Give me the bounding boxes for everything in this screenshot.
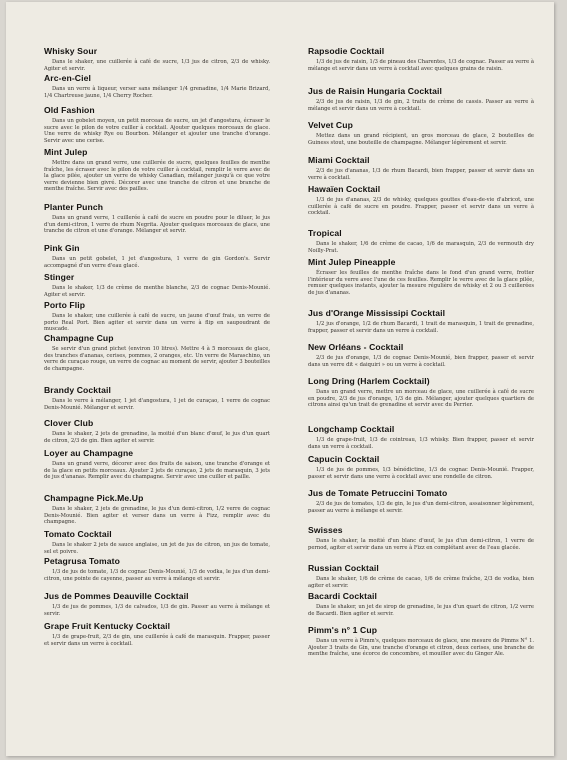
recipe-entry xyxy=(308,488,536,525)
recipe-entry xyxy=(44,46,272,73)
recipe-title: Velvet Cup xyxy=(308,120,353,130)
recipe-instructions: 1/3 de jus de raisin, 1/3 de pineau des Charentes, 1/3 de cognac. Passer au verre à mélange et servir dans un verre à cocktail avec quelques grains de raisin. xyxy=(308,59,534,72)
recipe-instructions: 1/3 de jus d'ananas, 2/3 de whisky, quelques gouttes d'eau-de-vie d'abricot, une cuillerée à café de sucre en poudre. Frapper, passer et servir dans un verre à cocktail. xyxy=(308,197,534,217)
recipe-entry xyxy=(44,243,272,272)
recipe-title: Bacardi Cocktail xyxy=(308,591,377,601)
recipe-entry xyxy=(44,556,272,591)
recipe-entry xyxy=(308,625,536,665)
recipe-entry xyxy=(308,86,536,120)
recipe-instructions: Se servir d'un grand pichet (environ 10 litres). Mettre 4 à 5 morceaux de glace, des tranches d'ananas, cerises, pommes, 2 oranges, etc. Un verre de Maraschino, un verre de curaçao rouge, un verre de cognac au moment de servir, ajouter 3 bouteilles de champagne. xyxy=(44,346,270,372)
menu-page xyxy=(6,2,554,756)
recipe-title: Whisky Sour xyxy=(44,46,98,56)
recipe-entry xyxy=(308,454,536,488)
recipe-instructions: 2/3 de jus d'orange, 1/3 de cognac Denis-Mounié, bien frapper, passer et servir dans un verre dit « daiquiri » ou un verre à cocktail. xyxy=(308,355,534,368)
recipe-instructions: Dans le shaker, 2 jets de grenadine, le jus d'un demi-citron, 1/2 verre de cognac Denis-Mounié. Bien agiter et verser dans un verre à Fizz, remplir avec du champagne. xyxy=(44,506,270,526)
recipe-entry xyxy=(44,448,272,493)
recipe-instructions: Dans un gobelet moyen, un petit morceau de sucre, un jet d'angostura, écraser le sucre avec le pilon de votre cuiller à cocktail. Ajouter quelques morceaux de glace. Une verre de whisky Rye ou Bourbon. Mélanger et ajouter une tranche d'orange. Servir avec une cerise. xyxy=(44,118,270,144)
recipe-instructions: Écraser les feuilles de menthe fraîche dans le fond d'un grand verre, frotter l'intérieur du verre avec l'une de ces feuilles. Remplir le verre avec de la glace pilée, remuer quelques instants, ajouter la mesure régulière de whisky et 2 ou 3 cuillerées de jus d'ananas. xyxy=(308,270,534,296)
recipe-instructions: Dans le shaker, 2 jets de grenadine, la moitié d'un blanc d'œuf, le jus d'un quart de citron, 2/3 de gin. Bien agiter et servir. xyxy=(44,431,270,444)
recipe-entry xyxy=(308,46,536,86)
recipe-entry xyxy=(308,120,536,155)
recipe-entry xyxy=(44,272,272,300)
recipe-title: Jus de Tomate Petruccini Tomato xyxy=(308,488,448,498)
recipe-title: Champagne Pick.Me.Up xyxy=(44,493,144,503)
recipe-entry xyxy=(44,333,272,385)
recipe-instructions: 2/3 de jus de tomates, 1/3 de gin, le jus d'un demi-citron, assaisonner légèrement, passer au verre à mélange et servir. xyxy=(308,501,534,514)
recipe-instructions: Dans le verre à mélanger, 1 jet d'angostura, 1 jet de curaçao, 1 verre de cognac Denis-Mounié. Mélanger et servir. xyxy=(44,398,270,411)
recipe-instructions: Dans le shaker, 1/6 de crème de cacao, 1/6 de marasquin, 2/3 de vermouth dry Noilly-Prat. xyxy=(308,241,534,254)
recipe-title: Tomato Cocktail xyxy=(44,529,112,539)
recipe-title: New Orléans - Cocktail xyxy=(308,342,404,352)
recipe-title: Russian Cocktail xyxy=(308,563,379,573)
recipe-title: Pimm's n° 1 Cup xyxy=(308,625,378,635)
recipe-instructions: 1/3 de jus de pommes, 1/3 bénédictine, 1/3 de cognac Denis-Mounié. Frapper, passer et servir dans une verre à cocktail avec une rondelle de citron. xyxy=(308,467,534,480)
recipe-entry xyxy=(308,563,536,591)
recipe-instructions: 1/3 de jus de pommes, 1/3 de calvados, 1/3 de gin. Passer au verre à mélange et servir. xyxy=(44,604,270,617)
recipe-entry xyxy=(308,525,536,563)
recipe-title: Stinger xyxy=(44,272,75,282)
recipe-instructions: Dans le shaker, une cuillerée à café de sucre, un jaune d'œuf frais, un verre de porto Real Port. Bien agiter et servir dans un verre à flip en saupoudrant de muscade. xyxy=(44,313,270,333)
recipe-title: Clover Club xyxy=(44,418,94,428)
recipe-title: Pink Gin xyxy=(44,243,80,253)
recipe-title: Petagrusa Tomato xyxy=(44,556,120,566)
recipe-title: Porto Flip xyxy=(44,300,86,310)
recipe-entry xyxy=(308,591,536,625)
left-column xyxy=(44,46,272,651)
recipe-title: Miami Cocktail xyxy=(308,155,370,165)
recipe-instructions: 1/2 jus d'orange, 1/2 de rhum Bacardi, 1 trait de marasquin, 1 trait de grenadine, frapper, passer et servir dans un verre à cocktail. xyxy=(308,321,534,334)
recipe-instructions: Dans un grand verre, mettre un morceau de glace, une cuillerée à café de sucre en poudre, 2/3 de jus d'orange, 1/3 de gin. Mélanger, ajouter quelques quartiers de citrons ainsi qu'un trait de grenadine et servir avec du Perrier. xyxy=(308,389,534,409)
recipe-instructions: Dans un verre à liqueur, verser sans mélanger 1/4 grenadine, 1/4 Marie Brizard, 1/4 Chartreuse jaune, 1/4 Cherry Rocher. xyxy=(44,86,270,99)
recipe-entry xyxy=(308,424,536,454)
recipe-entry xyxy=(44,591,272,621)
recipe-title: Planter Punch xyxy=(44,202,104,212)
recipe-instructions: Dans le shaker, un jet de sirop de grenadine, le jus d'un quart de citron, 1/2 verre de Bacardi. Bien agiter et servir. xyxy=(308,604,534,617)
recipe-entry xyxy=(308,155,536,184)
recipe-title: Loyer au Champagne xyxy=(44,448,134,458)
recipe-entry xyxy=(308,376,536,424)
recipe-title: Longchamp Cocktail xyxy=(308,424,395,434)
recipe-entry xyxy=(308,257,536,308)
recipe-title: Old Fashion xyxy=(44,105,95,115)
recipe-title: Mint Julep Pineapple xyxy=(308,257,396,267)
recipe-instructions: 1/3 de grape-fruit, 2/3 de gin, une cuillerée à café de marasquin. Frapper, passer et servir dans un verre à cocktail. xyxy=(44,634,270,647)
recipe-instructions: 1/3 de grape-fruit, 1/3 de cointreau, 1/3 whisky. Bien frapper, passer et servir dans un verre à cocktail. xyxy=(308,437,534,450)
recipe-instructions: Dans le shaker, 1/6 de crème de cacao, 1/6 de crème fraîche, 2/3 de vodka, bien agiter et servir. xyxy=(308,576,534,589)
recipe-entry xyxy=(44,529,272,556)
recipe-instructions: 2/3 de jus de raisin, 1/3 de gin, 2 traits de crème de cassis. Passer au verre à mélange et servir dans un verre à cocktail. xyxy=(308,99,534,112)
recipe-title: Jus de Pommes Deauville Cocktail xyxy=(44,591,189,601)
recipe-instructions: 2/3 de jus d'ananas, 1/3 de rhum Bacardi, bien frapper, passer et servir dans un verre à cocktail. xyxy=(308,168,534,181)
recipe-title: Rapsodie Cocktail xyxy=(308,46,385,56)
recipe-instructions: Dans un verre à Pimm's, quelques morceaux de glace, une mesure de Pimms N° 1. Ajouter 3 traits de Gin, une tranche d'orange et citron, deux cerises, une branche de menthe fraîche, une écorce de concombre, et mouiller avec du Ginger Ale. xyxy=(308,638,535,658)
recipe-entry xyxy=(44,73,272,105)
recipe-entry xyxy=(44,621,272,651)
recipe-title: Tropical xyxy=(308,228,342,238)
recipe-entry xyxy=(44,385,272,418)
recipe-entry xyxy=(44,493,272,529)
recipe-title: Long Dring (Harlem Cocktail) xyxy=(308,376,430,386)
recipe-entry xyxy=(44,418,272,448)
recipe-instructions: Mettre dans un grand verre, une cuillerée de sucre, quelques feuilles de menthe fraîche, les écraser avec le pilon de votre cuiller à cocktail, remplir le verre avec de la glace pilée, ajouter un verre de whisky Canadian, mélanger jusqu'à ce que votre verre devienne bien givré. Décorer avec une tranche de citron et une branche de menthe fraîche. Servir avec des pailles. xyxy=(44,160,270,193)
recipe-instructions: Dans un grand verre, 1 cuillerée à café de sucre en poudre pour le diluer, le jus d'un demi-citron, 1 verre de rhum Negrita. Ajouter quelques morceaux de glace, une tranche de citron et une d'orange. Mélanger et servir. xyxy=(44,215,270,235)
recipe-entry xyxy=(308,184,536,228)
recipe-entry xyxy=(308,342,536,376)
recipe-title: Mint Julep xyxy=(44,147,88,157)
recipe-title: Capucin Cocktail xyxy=(308,454,380,464)
recipe-entry xyxy=(44,105,272,147)
recipe-entry xyxy=(308,228,536,257)
recipe-entry xyxy=(44,300,272,333)
recipe-entry xyxy=(44,202,272,243)
recipe-instructions: Dans un grand verre, décorer avec des fruits de saison, une tranche d'orange et de la glace en petits morceaux. Ajouter 2 jets de curaçao, 2 jets de marasquin, 3 jets de jus d'ananas. Remplir avec du champagne. Servir avec une cuiller et paille. xyxy=(44,461,270,481)
recipe-instructions: Mettez dans un grand récipient, un gros morceau de glace, 2 bouteilles de Guiness stout, une bouteille de champagne. Mélanger légèrement et servir. xyxy=(308,133,534,146)
recipe-instructions: Dans le shaker, une cuillerée à café de sucre, 1/3 jus de citron, 2/3 de whisky. Agiter et servir. xyxy=(44,59,270,72)
recipe-instructions: 1/3 de jus de tomate, 1/3 de cognac Denis-Mounié, 1/3 de vodka, le jus d'un demi-citron, une pointe de cayenne, passer au verre à mélange et servir. xyxy=(44,569,270,582)
recipe-title: Brandy Cocktail xyxy=(44,385,111,395)
recipe-instructions: Dans le shaker 2 jets de sauce anglaise, un jet de jus de citron, un jus de tomate, sel et poivre. xyxy=(44,542,270,555)
recipe-instructions: Dans le shaker, la moitié d'un blanc d'œuf, le jus d'un demi-citron, 1 verre de pernod, agiter et servir dans un verre à Fizz en complétant avec de l'eau glacée. xyxy=(308,538,534,551)
recipe-title: Champagne Cup xyxy=(44,333,114,343)
recipe-title: Swisses xyxy=(308,525,343,535)
recipe-title: Grape Fruit Kentucky Cocktail xyxy=(44,621,171,631)
recipe-entry xyxy=(308,308,536,342)
recipe-title: Arc-en-Ciel xyxy=(44,73,91,83)
recipe-instructions: Dans un petit gobelet, 1 jet d'angostura, 1 verre de gin Gordon's. Servir accompagné d'un verre d'eau glacé. xyxy=(44,256,270,269)
recipe-entry xyxy=(44,147,272,202)
recipe-title: Jus d'Orange Mississipi Cocktail xyxy=(308,308,446,318)
recipe-instructions: Dans le shaker, 1/3 de crème de menthe blanche, 2/3 de cognac Denis-Mounié. Agiter et servir. xyxy=(44,285,270,298)
recipe-title: Hawaïen Cocktail xyxy=(308,184,381,194)
recipe-title: Jus de Raisin Hungaria Cocktail xyxy=(308,86,442,96)
right-column xyxy=(308,46,536,665)
